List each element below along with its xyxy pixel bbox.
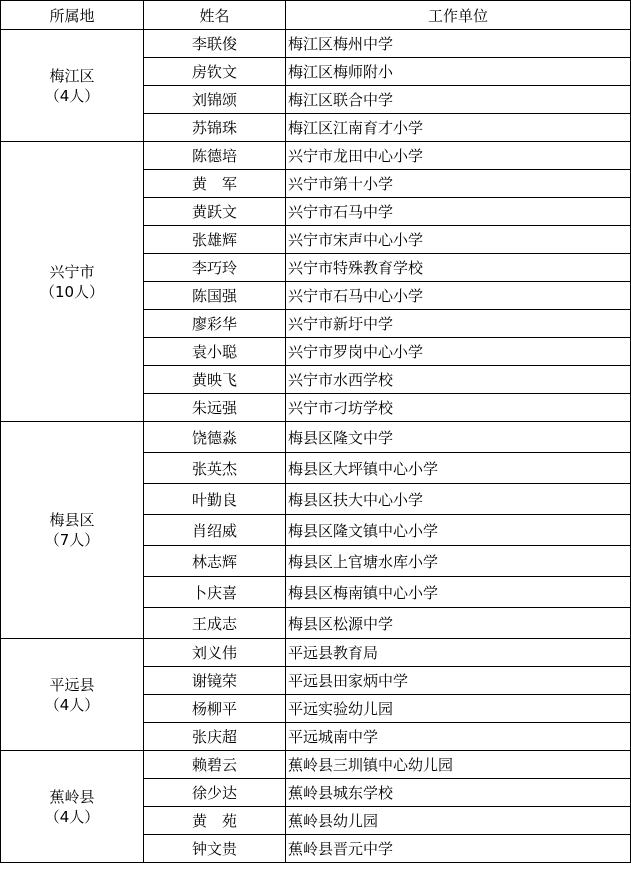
unit-cell: 梅县区扶大中心小学 xyxy=(286,484,631,515)
name-cell: 林志辉 xyxy=(144,546,286,577)
name-cell: 廖彩华 xyxy=(144,310,286,338)
unit-cell: 梅江区江南育才小学 xyxy=(286,114,631,142)
region-name: 蕉岭县 xyxy=(49,787,95,806)
header-region: 所属地 xyxy=(1,1,144,30)
name-cell: 刘锦颂 xyxy=(144,86,286,114)
unit-cell: 兴宁市罗岗中心小学 xyxy=(286,338,631,366)
region-count: （7人） xyxy=(44,531,100,549)
name-cell: 黄映飞 xyxy=(144,366,286,394)
unit-cell: 蕉岭县城东学校 xyxy=(286,779,631,807)
region-cell xyxy=(1,639,144,751)
name-cell: 卜庆喜 xyxy=(144,577,286,608)
unit-cell: 梅县区梅南镇中心小学 xyxy=(286,577,631,608)
name-cell: 肖绍威 xyxy=(144,515,286,546)
unit-cell: 梅江区梅师附小 xyxy=(286,58,631,86)
unit-cell: 兴宁市刁坊学校 xyxy=(286,394,631,422)
unit-cell: 兴宁市新圩中学 xyxy=(286,310,631,338)
name-cell: 陈德培 xyxy=(144,142,286,170)
name-cell: 黄 军 xyxy=(144,170,286,198)
name-cell: 李联俊 xyxy=(144,30,286,58)
table-row xyxy=(1,30,631,58)
name-cell: 张雄辉 xyxy=(144,226,286,254)
name-cell: 刘义伟 xyxy=(144,639,286,667)
unit-cell: 兴宁市特殊教育学校 xyxy=(286,254,631,282)
region-count: （4人） xyxy=(44,695,100,714)
unit-cell: 梅江区梅州中学 xyxy=(286,30,631,58)
region-name: 平远县 xyxy=(49,675,95,694)
region-count: （4人） xyxy=(44,807,100,826)
region-count: （4人） xyxy=(44,86,100,105)
unit-cell: 兴宁市石马中学 xyxy=(286,198,631,226)
name-cell: 陈国强 xyxy=(144,282,286,310)
name-cell: 杨柳平 xyxy=(144,695,286,723)
name-cell: 徐少达 xyxy=(144,779,286,807)
region-cell xyxy=(1,30,144,142)
unit-cell: 梅县区隆文镇中心小学 xyxy=(286,515,631,546)
unit-cell: 梅县区松源中学 xyxy=(286,608,631,639)
table-row xyxy=(1,751,631,779)
unit-cell: 兴宁市龙田中心小学 xyxy=(286,142,631,170)
region-name: 梅县区 xyxy=(49,511,95,529)
unit-cell: 平远县田家炳中学 xyxy=(286,667,631,695)
region-cell xyxy=(1,422,144,639)
table-row xyxy=(1,422,631,453)
table-row xyxy=(1,639,631,667)
name-cell: 李巧玲 xyxy=(144,254,286,282)
name-cell: 苏锦珠 xyxy=(144,114,286,142)
name-cell: 张庆超 xyxy=(144,723,286,751)
region-cell xyxy=(1,142,144,422)
name-cell: 钟文贵 xyxy=(144,835,286,863)
name-cell: 朱远强 xyxy=(144,394,286,422)
unit-cell: 平远县教育局 xyxy=(286,639,631,667)
unit-cell: 梅县区上官塘水库小学 xyxy=(286,546,631,577)
unit-cell: 平远实验幼儿园 xyxy=(286,695,631,723)
unit-cell: 兴宁市石马中心小学 xyxy=(286,282,631,310)
name-cell: 袁小聪 xyxy=(144,338,286,366)
header-row xyxy=(1,1,631,30)
header-unit: 工作单位 xyxy=(286,1,631,30)
name-cell: 张英杰 xyxy=(144,453,286,484)
unit-cell: 蕉岭县晋元中学 xyxy=(286,835,631,863)
unit-cell: 蕉岭县幼儿园 xyxy=(286,807,631,835)
name-cell: 黄跃文 xyxy=(144,198,286,226)
region-name: 梅江区 xyxy=(49,66,95,85)
name-cell: 饶德淼 xyxy=(144,422,286,453)
name-cell: 叶勤良 xyxy=(144,484,286,515)
name-cell: 房钦文 xyxy=(144,58,286,86)
unit-cell: 兴宁市宋声中心小学 xyxy=(286,226,631,254)
unit-cell: 梅江区联合中学 xyxy=(286,86,631,114)
unit-cell: 平远城南中学 xyxy=(286,723,631,751)
header-name: 姓名 xyxy=(144,1,286,30)
name-cell: 赖碧云 xyxy=(144,751,286,779)
name-cell: 王成志 xyxy=(144,608,286,639)
table-row xyxy=(1,142,631,170)
unit-cell: 梅县区隆文中学 xyxy=(286,422,631,453)
unit-cell: 兴宁市第十小学 xyxy=(286,170,631,198)
region-count: （10人） xyxy=(39,282,105,301)
unit-cell: 蕉岭县三圳镇中心幼儿园 xyxy=(286,751,631,779)
region-name: 兴宁市 xyxy=(49,262,95,281)
unit-cell: 兴宁市水西学校 xyxy=(286,366,631,394)
unit-cell: 梅县区大坪镇中心小学 xyxy=(286,453,631,484)
name-cell: 黄 苑 xyxy=(144,807,286,835)
name-cell: 谢镜荣 xyxy=(144,667,286,695)
region-cell xyxy=(1,751,144,863)
